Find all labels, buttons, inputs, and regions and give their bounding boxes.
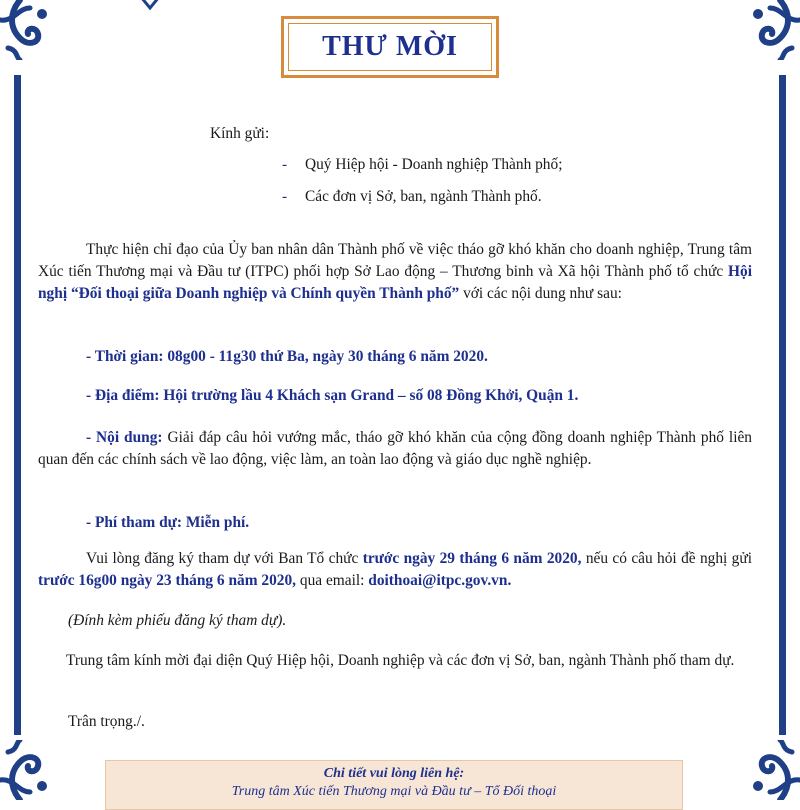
intro-paragraph [38,239,752,305]
intro-text-end: với các nội dung như sau: [459,285,622,302]
content-text: Giải đáp câu hỏi vướng mắc, tháo gỡ khó khăn của cộng đồng doanh nghiệp Thành phố liên quan đến các chính sách về lao động, việc làm, an toàn lao động và giáo dục nghề nghiệp. [38,429,753,468]
greeting: Kính gửi: [210,125,270,142]
fee-detail: - Phí tham dự: Miễn phí. [86,514,250,531]
title-box [281,16,499,78]
content-detail [38,427,752,471]
register-text: nếu có câu hỏi đề nghị gửi [581,550,752,567]
corner-ornament-icon [0,740,55,800]
register-paragraph [38,548,752,592]
corner-ornament-icon [745,0,800,60]
intro-text: Thực hiện chỉ đạo của Ủy ban nhân dân Thành phố về việc tháo gỡ khó khăn cho doanh nghiệp, Trung tâm Xúc tiến Thương mại và Đầu tư (ITPC) phối hợp Sở Lao động – Thương binh và Xã hội Thành phố tổ chức [38,241,752,280]
invitation-paragraph: Trung tâm kính mời đại diện Quý Hiệp hội, Doanh nghiệp và các đơn vị Sở, ban, ngành Thành phố tham dự. [66,652,735,669]
corner-ornament-icon [745,740,800,800]
diamond-ornament-icon [130,0,170,14]
recipient-text: Quý Hiệp hội - Doanh nghiệp Thành phố; [305,156,563,173]
left-frame-bar [14,75,21,735]
location-detail: - Địa điểm: Hội trường lầu 4 Khách sạn Grand – số 08 Đồng Khởi, Quận 1. [86,387,579,404]
contact-heading: Chi tiết vui lòng liên hệ: [323,766,465,781]
question-deadline: trước 16g00 ngày 23 tháng 6 năm 2020, [38,572,297,589]
event-name: Hội nghị “Đối thoại giữa Doanh nghiệp và Chính quyền Thành phố” [38,263,752,302]
right-frame-bar [779,75,786,735]
corner-ornament-icon [0,0,55,60]
bullet-dash: - [282,156,288,173]
contact-org: Trung tâm Xúc tiến Thương mại và Đầu tư – Tổ Đối thoại [231,784,557,799]
contact-box [105,760,683,810]
register-text: Vui lòng đăng ký tham dự với Ban Tổ chức [86,550,363,567]
bullet-dash: - [282,188,288,205]
register-text: qua email: [296,572,369,589]
content-label: - Nội dung: [86,429,163,446]
deadline-date: trước ngày 29 tháng 6 năm 2020, [362,550,582,567]
title-box-inner [288,23,492,71]
attachment-note: (Đính kèm phiếu đăng ký tham dự). [68,612,287,629]
page-title: THƯ MỜI [322,31,458,62]
recipient-text: Các đơn vị Sở, ban, ngành Thành phố. [305,188,542,205]
time-detail: - Thời gian: 08g00 - 11g30 thứ Ba, ngày 30 tháng 6 năm 2020. [86,348,488,365]
closing: Trân trọng./. [68,713,145,730]
contact-email[interactable]: doithoai@itpc.gov.vn. [368,572,512,589]
